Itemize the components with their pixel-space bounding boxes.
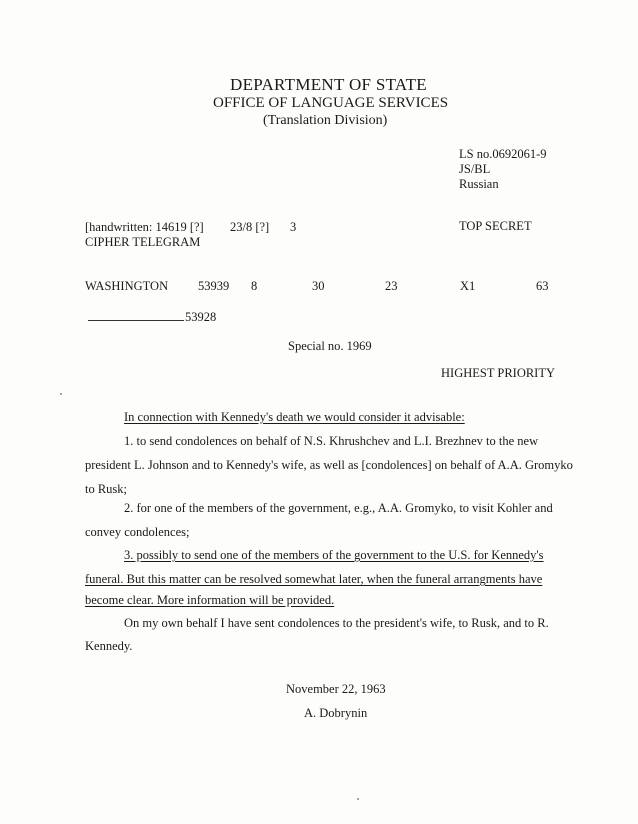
routing-code-2: 8 xyxy=(251,279,258,293)
office-title: OFFICE OF LANGUAGE SERVICES xyxy=(213,95,449,111)
item1-line1: 1. to send condolences on behalf of N.S. Khrushchev and L.I. Brezhnev to the new xyxy=(124,434,539,448)
date-code: 23/8 [?] xyxy=(230,220,270,234)
routing-code-5: X1 xyxy=(460,279,476,293)
body-intro: In connection with Kennedy's death we would consider it advisable: xyxy=(124,410,465,424)
special-number: Special no. 1969 xyxy=(288,339,372,353)
item1-line3: to Rusk; xyxy=(85,482,128,496)
closing-line2: Kennedy. xyxy=(85,639,133,653)
routing-code-3: 30 xyxy=(312,279,325,293)
scan-speck xyxy=(357,798,359,800)
signature-date: November 22, 1963 xyxy=(286,682,386,696)
routing-code-4: 23 xyxy=(385,279,398,293)
signature-name: A. Dobrynin xyxy=(304,706,368,720)
initials: JS/BL xyxy=(459,162,491,176)
classification: TOP SECRET xyxy=(459,219,532,233)
item1-line2: president L. Johnson and to Kennedy's wife, as well as [condolences] on behalf of A.A. Gromyko xyxy=(85,458,573,472)
item3-line1: 3. possibly to send one of the members of the government to the U.S. for Kennedy's xyxy=(124,548,544,562)
item2-line1: 2. for one of the members of the government, e.g., A.A. Gromyko, to visit Kohler and xyxy=(124,501,553,515)
ls-number: LS no.0692061-9 xyxy=(459,147,547,161)
item2-line2: convey condolences; xyxy=(85,525,190,539)
item3-line3: become clear. More information will be provided. xyxy=(85,593,335,607)
item3-line2: funeral. But this matter can be resolved somewhat later, when the funeral arrangments have xyxy=(85,572,543,586)
telegram-type: CIPHER TELEGRAM xyxy=(85,235,201,249)
department-title: DEPARTMENT OF STATE xyxy=(230,75,427,94)
meta-number: 3 xyxy=(290,220,297,234)
routing-code-1: 53939 xyxy=(198,279,230,293)
routing-code-6: 63 xyxy=(536,279,549,293)
division-title: (Translation Division) xyxy=(263,113,388,128)
handwritten-note: [handwritten: 14619 [?] xyxy=(85,220,204,234)
scan-speck xyxy=(60,393,62,395)
origin-city: WASHINGTON xyxy=(85,279,169,293)
reference-number: 53928 xyxy=(185,310,217,324)
blank-rule xyxy=(88,320,184,321)
closing-line1: On my own behalf I have sent condolences to the president's wife, to Rusk, and to R. xyxy=(124,616,549,630)
priority-label: HIGHEST PRIORITY xyxy=(441,366,556,380)
language: Russian xyxy=(459,177,499,191)
